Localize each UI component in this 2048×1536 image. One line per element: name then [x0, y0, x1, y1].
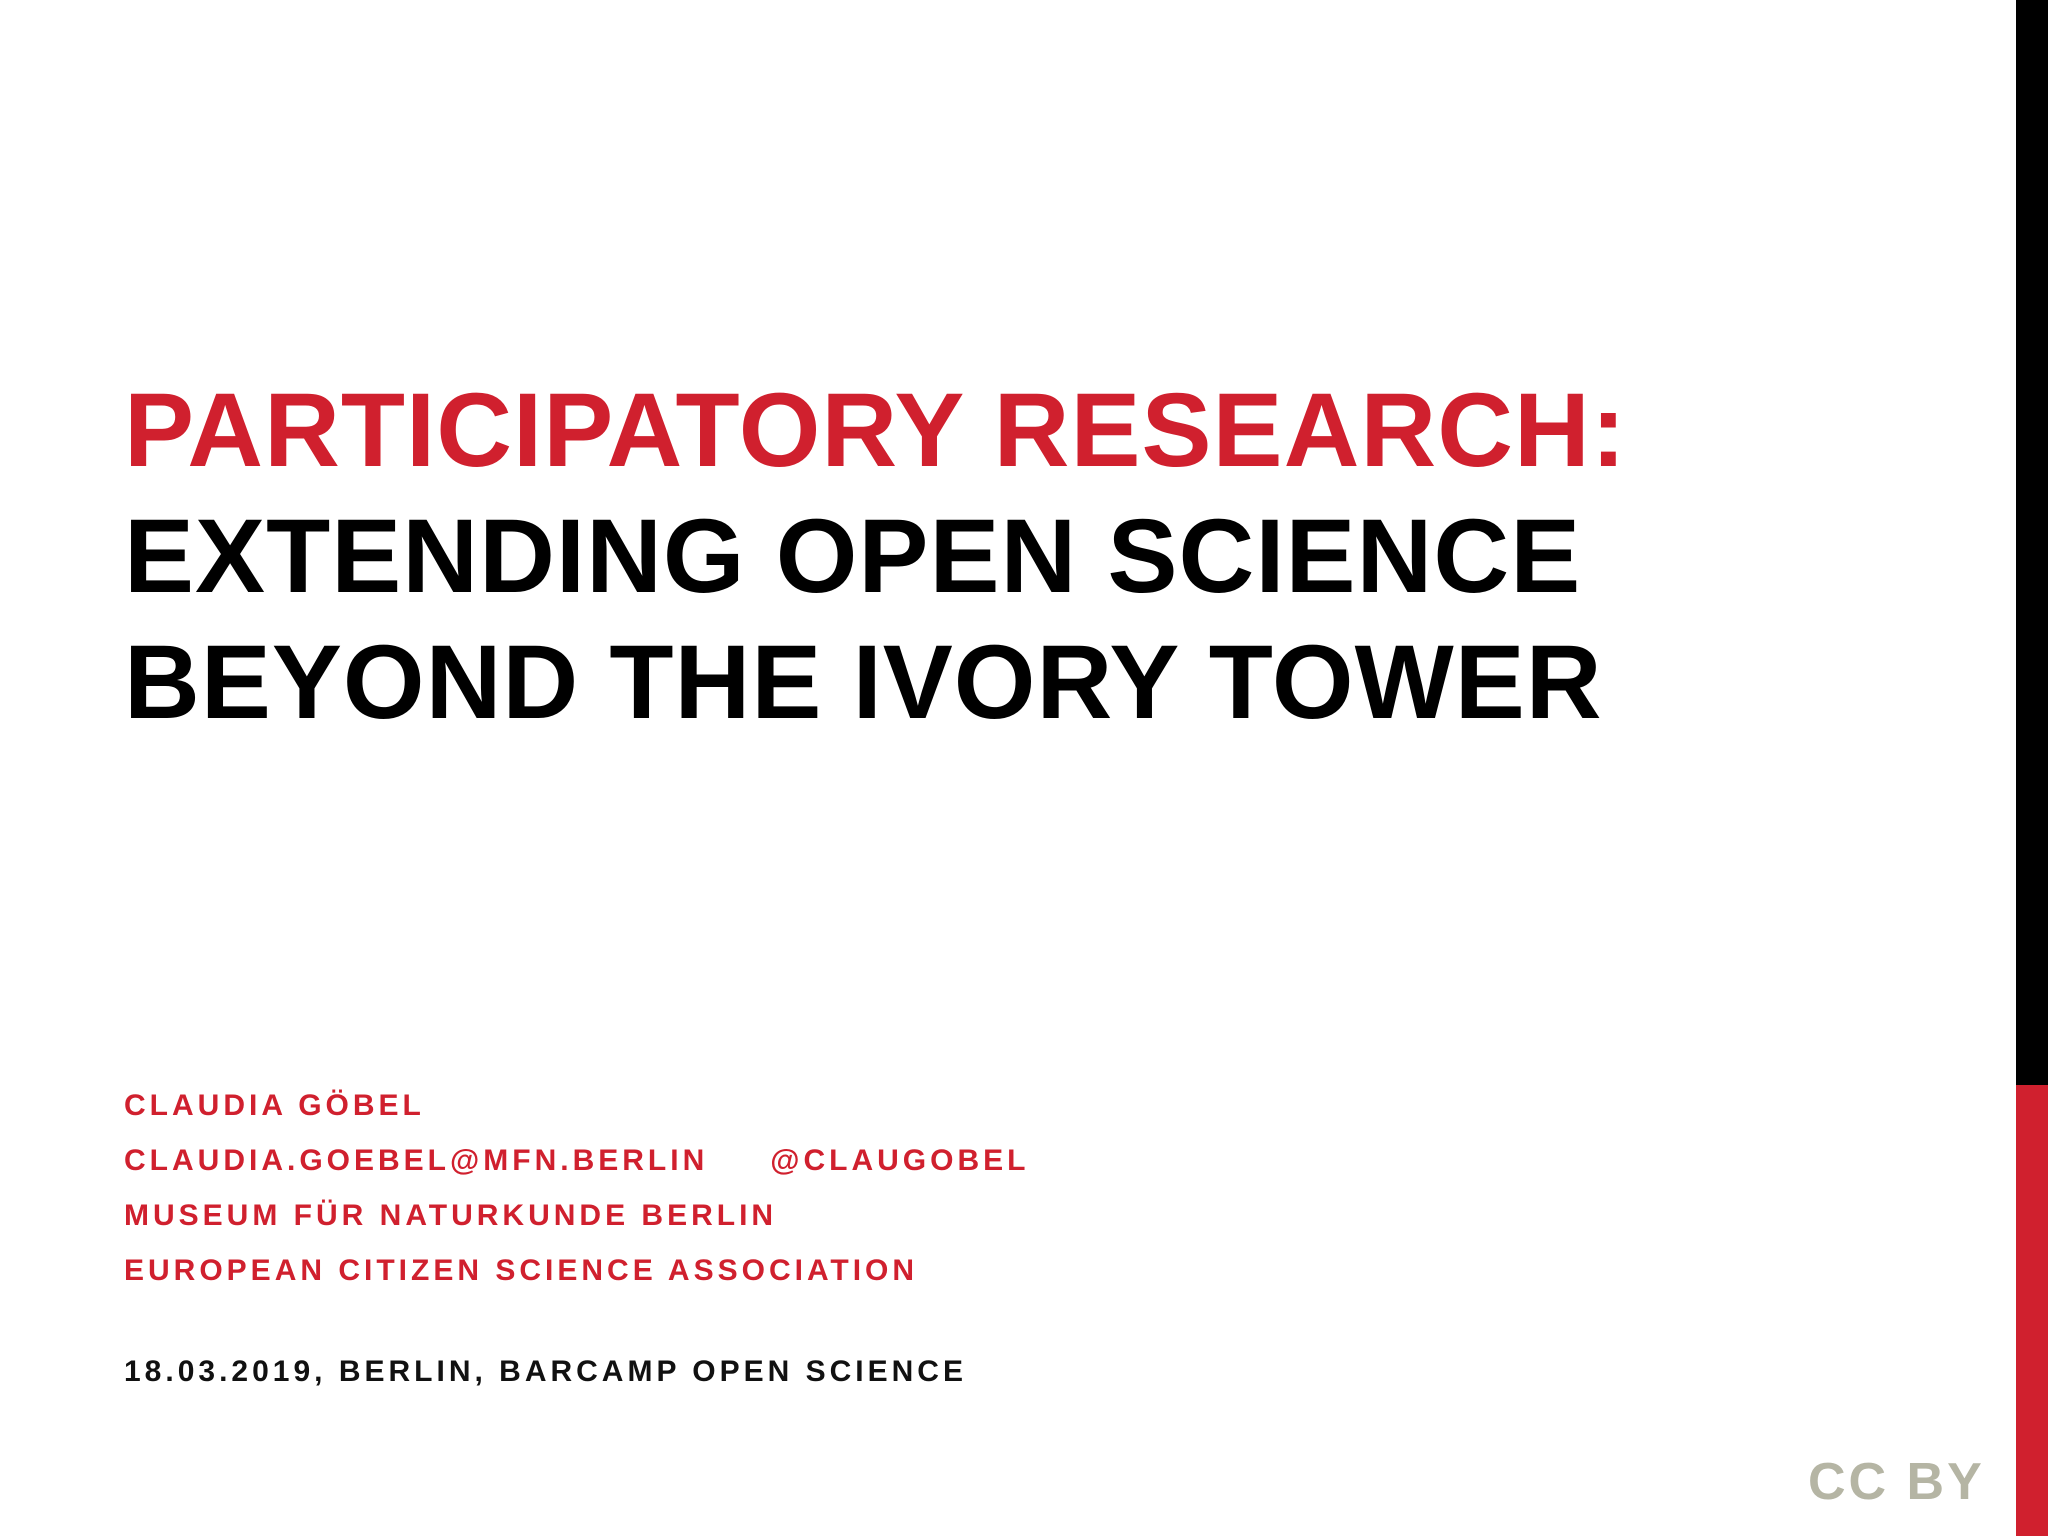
- side-accent-bar-black: [2016, 0, 2048, 1085]
- title-line-1: PARTICIPATORY RESEARCH:: [124, 372, 1627, 489]
- author-institution: MUSEUM FÜR NATURKUNDE BERLIN: [124, 1199, 778, 1232]
- author-association: EUROPEAN CITIZEN SCIENCE ASSOCIATION: [124, 1254, 919, 1287]
- slide-title: [124, 368, 1984, 746]
- title-line-2: EXTENDING OPEN SCIENCE: [124, 498, 1582, 615]
- side-accent-bar-red: [2016, 1085, 2048, 1536]
- date-event-line: 18.03.2019, BERLIN, BARCAMP OPEN SCIENCE: [124, 1355, 967, 1388]
- author-name: CLAUDIA GÖBEL: [124, 1089, 425, 1122]
- title-line-3: BEYOND THE IVORY TOWER: [124, 624, 1603, 741]
- author-info: [124, 1078, 1029, 1298]
- author-email: CLAUDIA.GOEBEL@MFN.BERLIN: [124, 1144, 709, 1177]
- contact-line: [124, 1133, 1029, 1188]
- author-handle: @CLAUGOBEL: [770, 1144, 1030, 1177]
- license-label: CC BY: [1808, 1453, 1985, 1511]
